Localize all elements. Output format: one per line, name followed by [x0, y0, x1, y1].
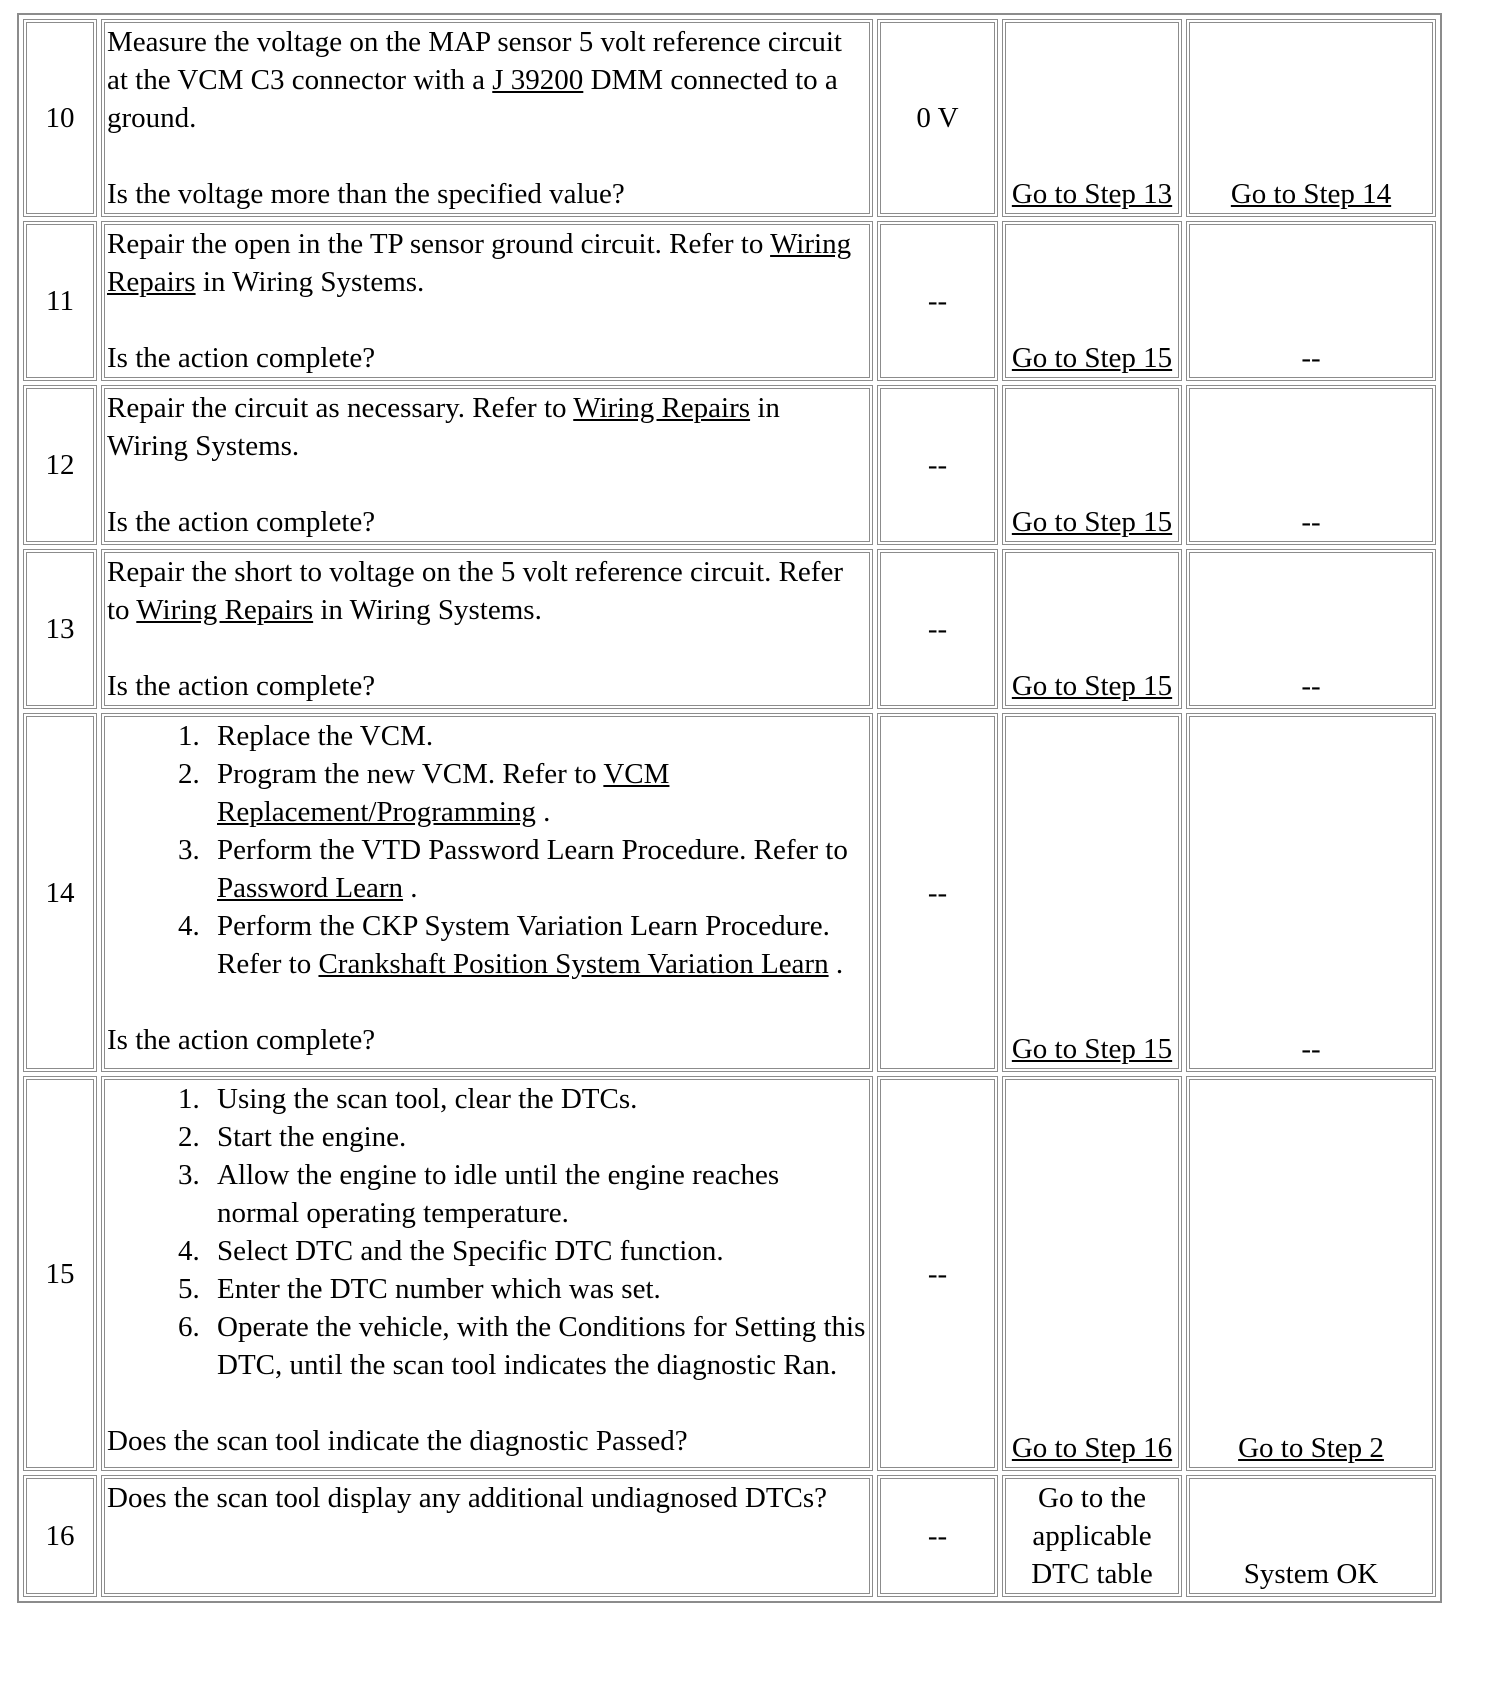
procedure-step — [207, 1308, 867, 1384]
yes-cell — [1002, 713, 1182, 1072]
step-number: 16 — [23, 1475, 97, 1597]
procedure-step — [207, 831, 867, 907]
action-text-segment: Repair the open in the TP sensor ground circuit. Refer to — [107, 228, 771, 260]
reference-link[interactable]: Wiring Repairs — [573, 392, 751, 424]
value-cell: -- — [877, 221, 998, 381]
reference-link[interactable]: Crankshaft Position System Variation Learn — [318, 948, 829, 980]
value-cell: -- — [877, 385, 998, 545]
procedure-step — [207, 1080, 867, 1118]
reference-link[interactable]: Wiring Repairs — [107, 228, 852, 298]
action-text-segment: . — [535, 796, 551, 828]
action-text-segment: Perform the CKP System Variation Learn Procedure. Refer to — [217, 910, 830, 980]
yes-goto-link[interactable]: Go to Step 16 — [1011, 1432, 1173, 1464]
value-cell: 0 V — [877, 19, 998, 217]
yes-text: Go to the applicable DTC table — [1031, 1482, 1153, 1590]
yes-goto-link[interactable]: Go to Step 15 — [1011, 1033, 1173, 1065]
step-question: Does the scan tool indicate the diagnostic Passed? — [107, 1425, 688, 1457]
no-text: -- — [1301, 342, 1321, 374]
step-question: Is the action complete? — [107, 342, 376, 374]
no-text: -- — [1301, 1033, 1321, 1065]
action-text-segment: Perform the VTD Password Learn Procedure. Refer to — [217, 834, 848, 866]
action-text-segment: Operate the vehicle, with the Conditions for Setting this DTC, until the scan tool indicates the diagnostic Ran. — [217, 1311, 866, 1381]
action-text — [107, 225, 867, 301]
reference-link[interactable]: J 39200 — [492, 64, 584, 96]
action-text-segment: in Wiring Systems. — [195, 266, 425, 298]
action-text-segment: Program the new VCM. Refer to — [217, 758, 604, 790]
step-number: 10 — [23, 19, 97, 217]
action-text — [107, 389, 867, 465]
action-text-segment: Measure the voltage on the MAP sensor 5 volt reference circuit at the VCM C3 connector with a — [107, 26, 842, 96]
table-row — [23, 1475, 1436, 1597]
step-number: 13 — [23, 549, 97, 709]
no-cell — [1186, 1475, 1436, 1597]
table-body — [23, 19, 1436, 1597]
no-cell — [1186, 549, 1436, 709]
action-text-segment: DMM connected to a ground. — [107, 64, 838, 134]
procedure-step — [207, 717, 867, 755]
no-text: -- — [1301, 670, 1321, 702]
procedure-step — [207, 1156, 867, 1232]
action-cell — [101, 1475, 873, 1597]
action-cell — [101, 385, 873, 545]
value-cell: -- — [877, 1076, 998, 1471]
action-cell — [101, 221, 873, 381]
procedure-step — [207, 1118, 867, 1156]
no-text: System OK — [1243, 1558, 1379, 1590]
table-row — [23, 713, 1436, 1072]
action-cell — [101, 713, 873, 1072]
no-text: -- — [1301, 506, 1321, 538]
action-text-segment: Does the scan tool display any additional undiagnosed DTCs? — [107, 1482, 828, 1514]
procedure-list — [107, 717, 867, 983]
procedure-step — [207, 1270, 867, 1308]
table-row — [23, 549, 1436, 709]
reference-link[interactable]: Wiring Repairs — [136, 594, 314, 626]
step-question: Is the action complete? — [107, 1024, 376, 1056]
yes-cell — [1002, 549, 1182, 709]
procedure-step — [207, 755, 867, 831]
action-text-segment: Enter the DTC number which was set. — [217, 1273, 661, 1305]
step-number: 12 — [23, 385, 97, 545]
no-cell — [1186, 713, 1436, 1072]
yes-cell — [1002, 1475, 1182, 1597]
action-text — [107, 23, 867, 137]
step-number: 11 — [23, 221, 97, 381]
action-text-segment: . — [403, 872, 418, 904]
table-row — [23, 221, 1436, 381]
yes-cell — [1002, 221, 1182, 381]
action-text-segment: in Wiring Systems. — [107, 392, 780, 462]
action-text-segment: Repair the circuit as necessary. Refer to — [107, 392, 574, 424]
action-text-segment: in Wiring Systems. — [313, 594, 542, 626]
action-text-segment: Allow the engine to idle until the engine reaches normal operating temperature. — [217, 1159, 780, 1229]
action-text-segment: Using the scan tool, clear the DTCs. — [217, 1083, 638, 1115]
table-row — [23, 19, 1436, 217]
table-row — [23, 385, 1436, 545]
no-goto-link[interactable]: Go to Step 2 — [1238, 1432, 1384, 1464]
procedure-step — [207, 907, 867, 983]
no-cell — [1186, 221, 1436, 381]
value-cell: -- — [877, 713, 998, 1072]
action-text-segment: Repair the short to voltage on the 5 volt reference circuit. Refer to — [107, 556, 843, 626]
no-cell — [1186, 19, 1436, 217]
action-text-segment: Start the engine. — [217, 1121, 407, 1153]
yes-goto-link[interactable]: Go to Step 15 — [1011, 506, 1173, 538]
yes-goto-link[interactable]: Go to Step 15 — [1011, 342, 1173, 374]
action-text-segment: . — [828, 948, 844, 980]
step-question: Is the action complete? — [107, 506, 376, 538]
procedure-step — [207, 1232, 867, 1270]
table-row — [23, 1076, 1436, 1471]
step-number: 15 — [23, 1076, 97, 1471]
diagnostic-table — [17, 13, 1442, 1603]
action-text-segment: Replace the VCM. — [217, 720, 434, 752]
step-question: Is the voltage more than the specified value? — [107, 178, 625, 210]
yes-cell — [1002, 1076, 1182, 1471]
action-cell — [101, 1076, 873, 1471]
action-text — [107, 553, 867, 629]
reference-link[interactable]: VCM Replacement/Programming — [217, 758, 670, 828]
action-text — [107, 1479, 867, 1517]
yes-goto-link[interactable]: Go to Step 13 — [1011, 178, 1173, 210]
action-cell — [101, 19, 873, 217]
no-cell — [1186, 385, 1436, 545]
no-goto-link[interactable]: Go to Step 14 — [1230, 178, 1392, 210]
no-cell — [1186, 1076, 1436, 1471]
action-text-segment: Select DTC and the Specific DTC function. — [217, 1235, 724, 1267]
value-cell: -- — [877, 1475, 998, 1597]
reference-link[interactable]: Password Learn — [217, 872, 404, 904]
value-cell: -- — [877, 549, 998, 709]
yes-cell — [1002, 19, 1182, 217]
action-cell — [101, 549, 873, 709]
step-number: 14 — [23, 713, 97, 1072]
yes-goto-link[interactable]: Go to Step 15 — [1011, 670, 1173, 702]
step-question: Is the action complete? — [107, 670, 376, 702]
procedure-list — [107, 1080, 867, 1384]
yes-cell — [1002, 385, 1182, 545]
